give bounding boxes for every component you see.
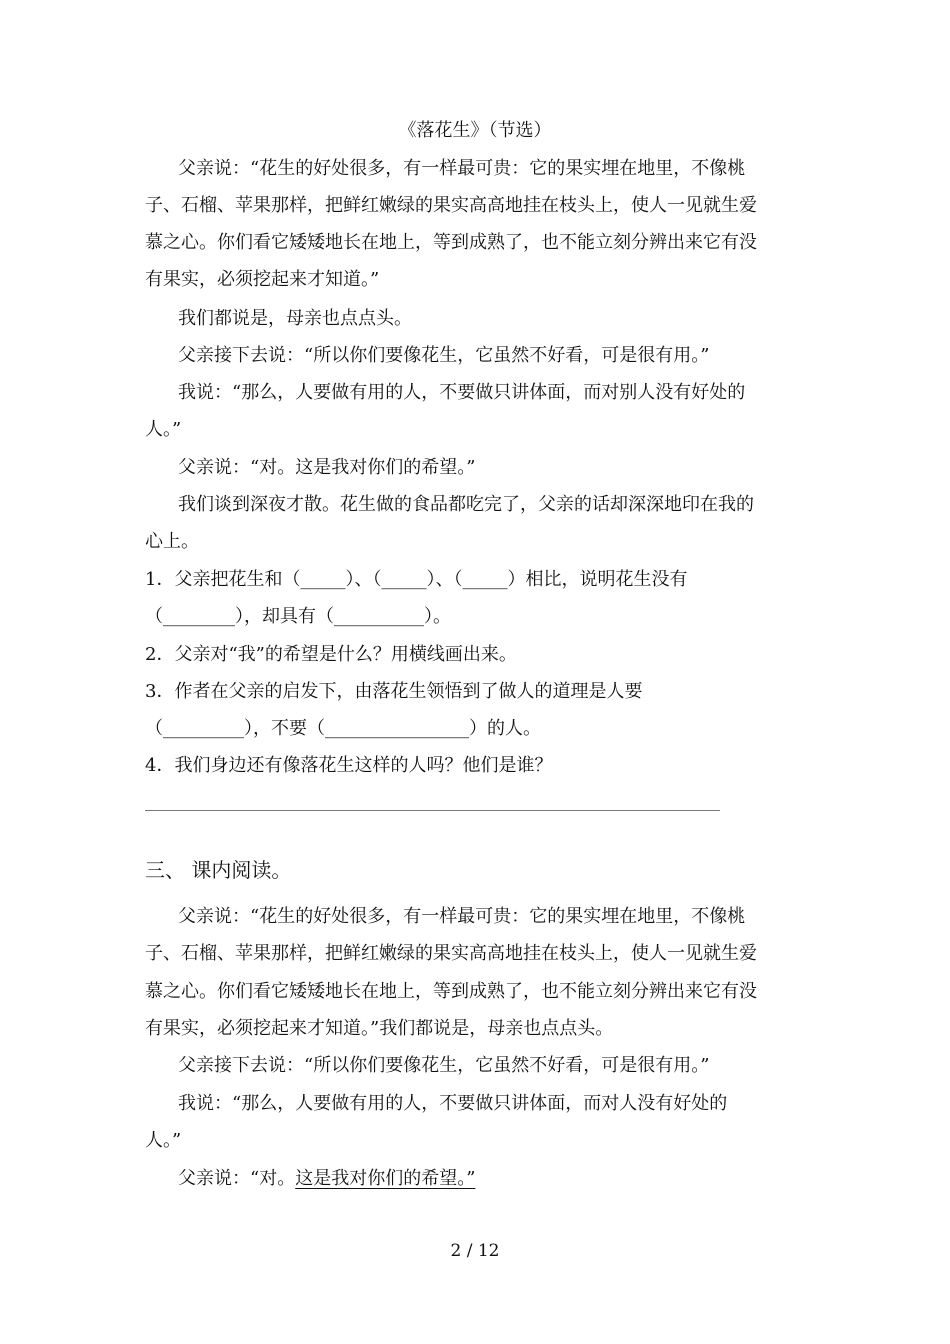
- question-3-cont: （_________），不要（________________）的人。: [145, 718, 541, 739]
- answer-line[interactable]: [145, 810, 720, 811]
- section3-line-5: 父亲接下去说：“所以你们要像花生，它虽然不好看，可是很有用。”: [178, 1055, 710, 1076]
- section3-line-4: 有果实，必须挖起来才知道。”我们都说是，母亲也点点头。: [145, 1018, 614, 1039]
- section3-line-6: 我说：“那么，人要做有用的人，不要做只讲体面，而对人没有好处的: [178, 1093, 728, 1114]
- section3-last-line: [178, 1167, 475, 1191]
- passage1-line-5: 我们都说是，母亲也点点头。: [178, 308, 412, 329]
- question-2: 2．父亲对“我”的希望是什么？用横线画出来。: [145, 644, 517, 665]
- last-line-prefix: 父亲说：“对。: [178, 1168, 296, 1189]
- passage1-line-1: 父亲说：“花生的好处很多，有一样最可贵：它的果实埋在地里，不像桃: [178, 158, 746, 179]
- passage1-line-7: 我说：“那么，人要做有用的人，不要做只讲体面，而对别人没有好处的: [178, 382, 746, 403]
- question-1: 1．父亲把花生和（_____）、（_____）、（_____）相比，说明花生没有: [145, 569, 688, 590]
- section3-line-2: 子、石榴、苹果那样，把鲜红嫩绿的果实高高地挂在枝头上，使人一见就生爱: [145, 943, 757, 964]
- question-3: 3．作者在父亲的启发下，由落花生领悟到了做人的道理是人要: [145, 681, 643, 702]
- page-number: 2 / 12: [450, 1241, 500, 1261]
- passage1-line-4: 有果实，必须挖起来才知道。”: [145, 269, 380, 290]
- passage1-line-9: 父亲说：“对。这是我对你们的希望。”: [178, 457, 476, 478]
- passage1-line-8: 人。”: [145, 419, 182, 440]
- question-1-cont: （________），却具有（__________）。: [145, 606, 451, 627]
- question-4: 4．我们身边还有像落花生这样的人吗？他们是谁？: [145, 755, 553, 776]
- section3-line-3: 慕之心。你们看它矮矮地长在地上，等到成熟了，也不能立刻分辨出来它有没: [145, 981, 757, 1002]
- passage1-line-6: 父亲接下去说：“所以你们要像花生，它虽然不好看，可是很有用。”: [178, 345, 710, 366]
- passage1-line-3: 慕之心。你们看它矮矮地长在地上，等到成熟了，也不能立刻分辨出来它有没: [145, 232, 757, 253]
- section3-line-7: 人。”: [145, 1130, 182, 1151]
- passage-title: 《落花生》（节选）: [398, 120, 552, 141]
- section-heading: 三、 课内阅读。: [145, 858, 292, 882]
- passage1-line-11: 心上。: [145, 531, 199, 552]
- passage1-line-2: 子、石榴、苹果那样，把鲜红嫩绿的果实高高地挂在枝头上，使人一见就生爱: [145, 195, 757, 216]
- section3-line-1: 父亲说：“花生的好处很多，有一样最可贵：它的果实埋在地里，不像桃: [178, 906, 746, 927]
- passage1-line-10: 我们谈到深夜才散。花生做的食品都吃完了，父亲的话却深深地印在我的: [178, 494, 754, 515]
- underlined-hope-sentence: 这是我对你们的希望。”: [295, 1168, 476, 1189]
